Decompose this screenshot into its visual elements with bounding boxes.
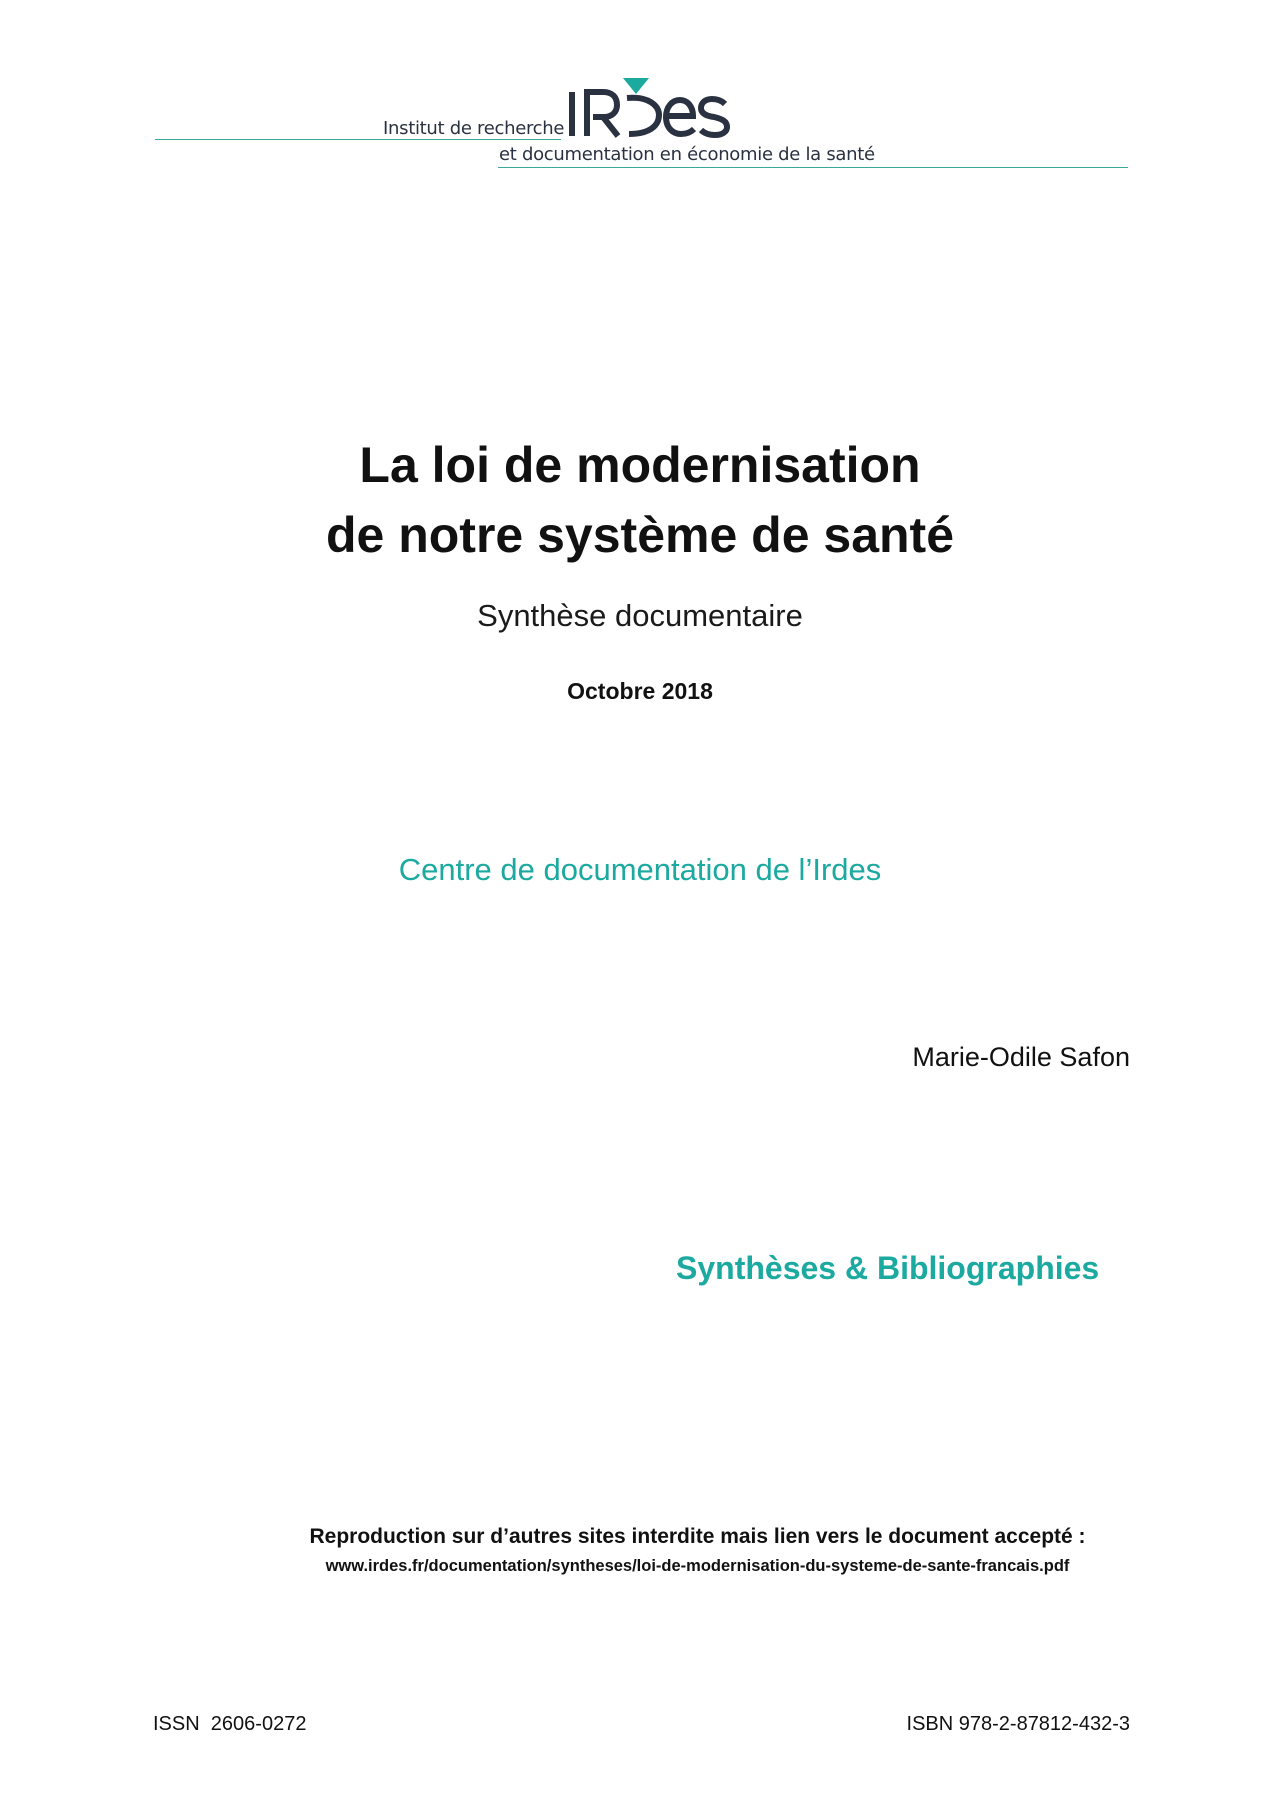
isbn-number: ISBN 978-2-87812-432-3 [906, 1713, 1130, 1735]
reproduction-notice: Reproduction sur d’autres sites interdite mais lien vers le document accepté : [309, 1525, 1086, 1548]
logo-tagline-line1: Institut de recherche [383, 118, 565, 139]
author-name: Marie-Odile Safon [912, 1042, 1130, 1072]
series-name: Synthèses & Bibliographies [676, 1250, 1100, 1286]
logo-text: IRDES [565, 78, 569, 79]
issn-number: ISSN 2606-0272 [153, 1713, 307, 1735]
logo-tagline-line2: et documentation en économie de la santé [499, 144, 875, 165]
logo-underline-left [155, 139, 561, 140]
document-date: Octobre 2018 [567, 678, 713, 704]
reproduction-url[interactable]: www.irdes.fr/documentation/syntheses/loi-de-modernisation-du-systeme-de-sante-francais.pdf [325, 1557, 1070, 1575]
document-subtitle: Synthèse documentaire [477, 598, 803, 633]
document-title-line1: La loi de modernisation [359, 437, 921, 493]
document-title-line2: de notre système de santé [325, 507, 955, 563]
logo-underline-right [498, 167, 1128, 168]
documentation-center: Centre de documentation de l’Irdes [398, 852, 882, 887]
irdes-logo [565, 78, 755, 140]
